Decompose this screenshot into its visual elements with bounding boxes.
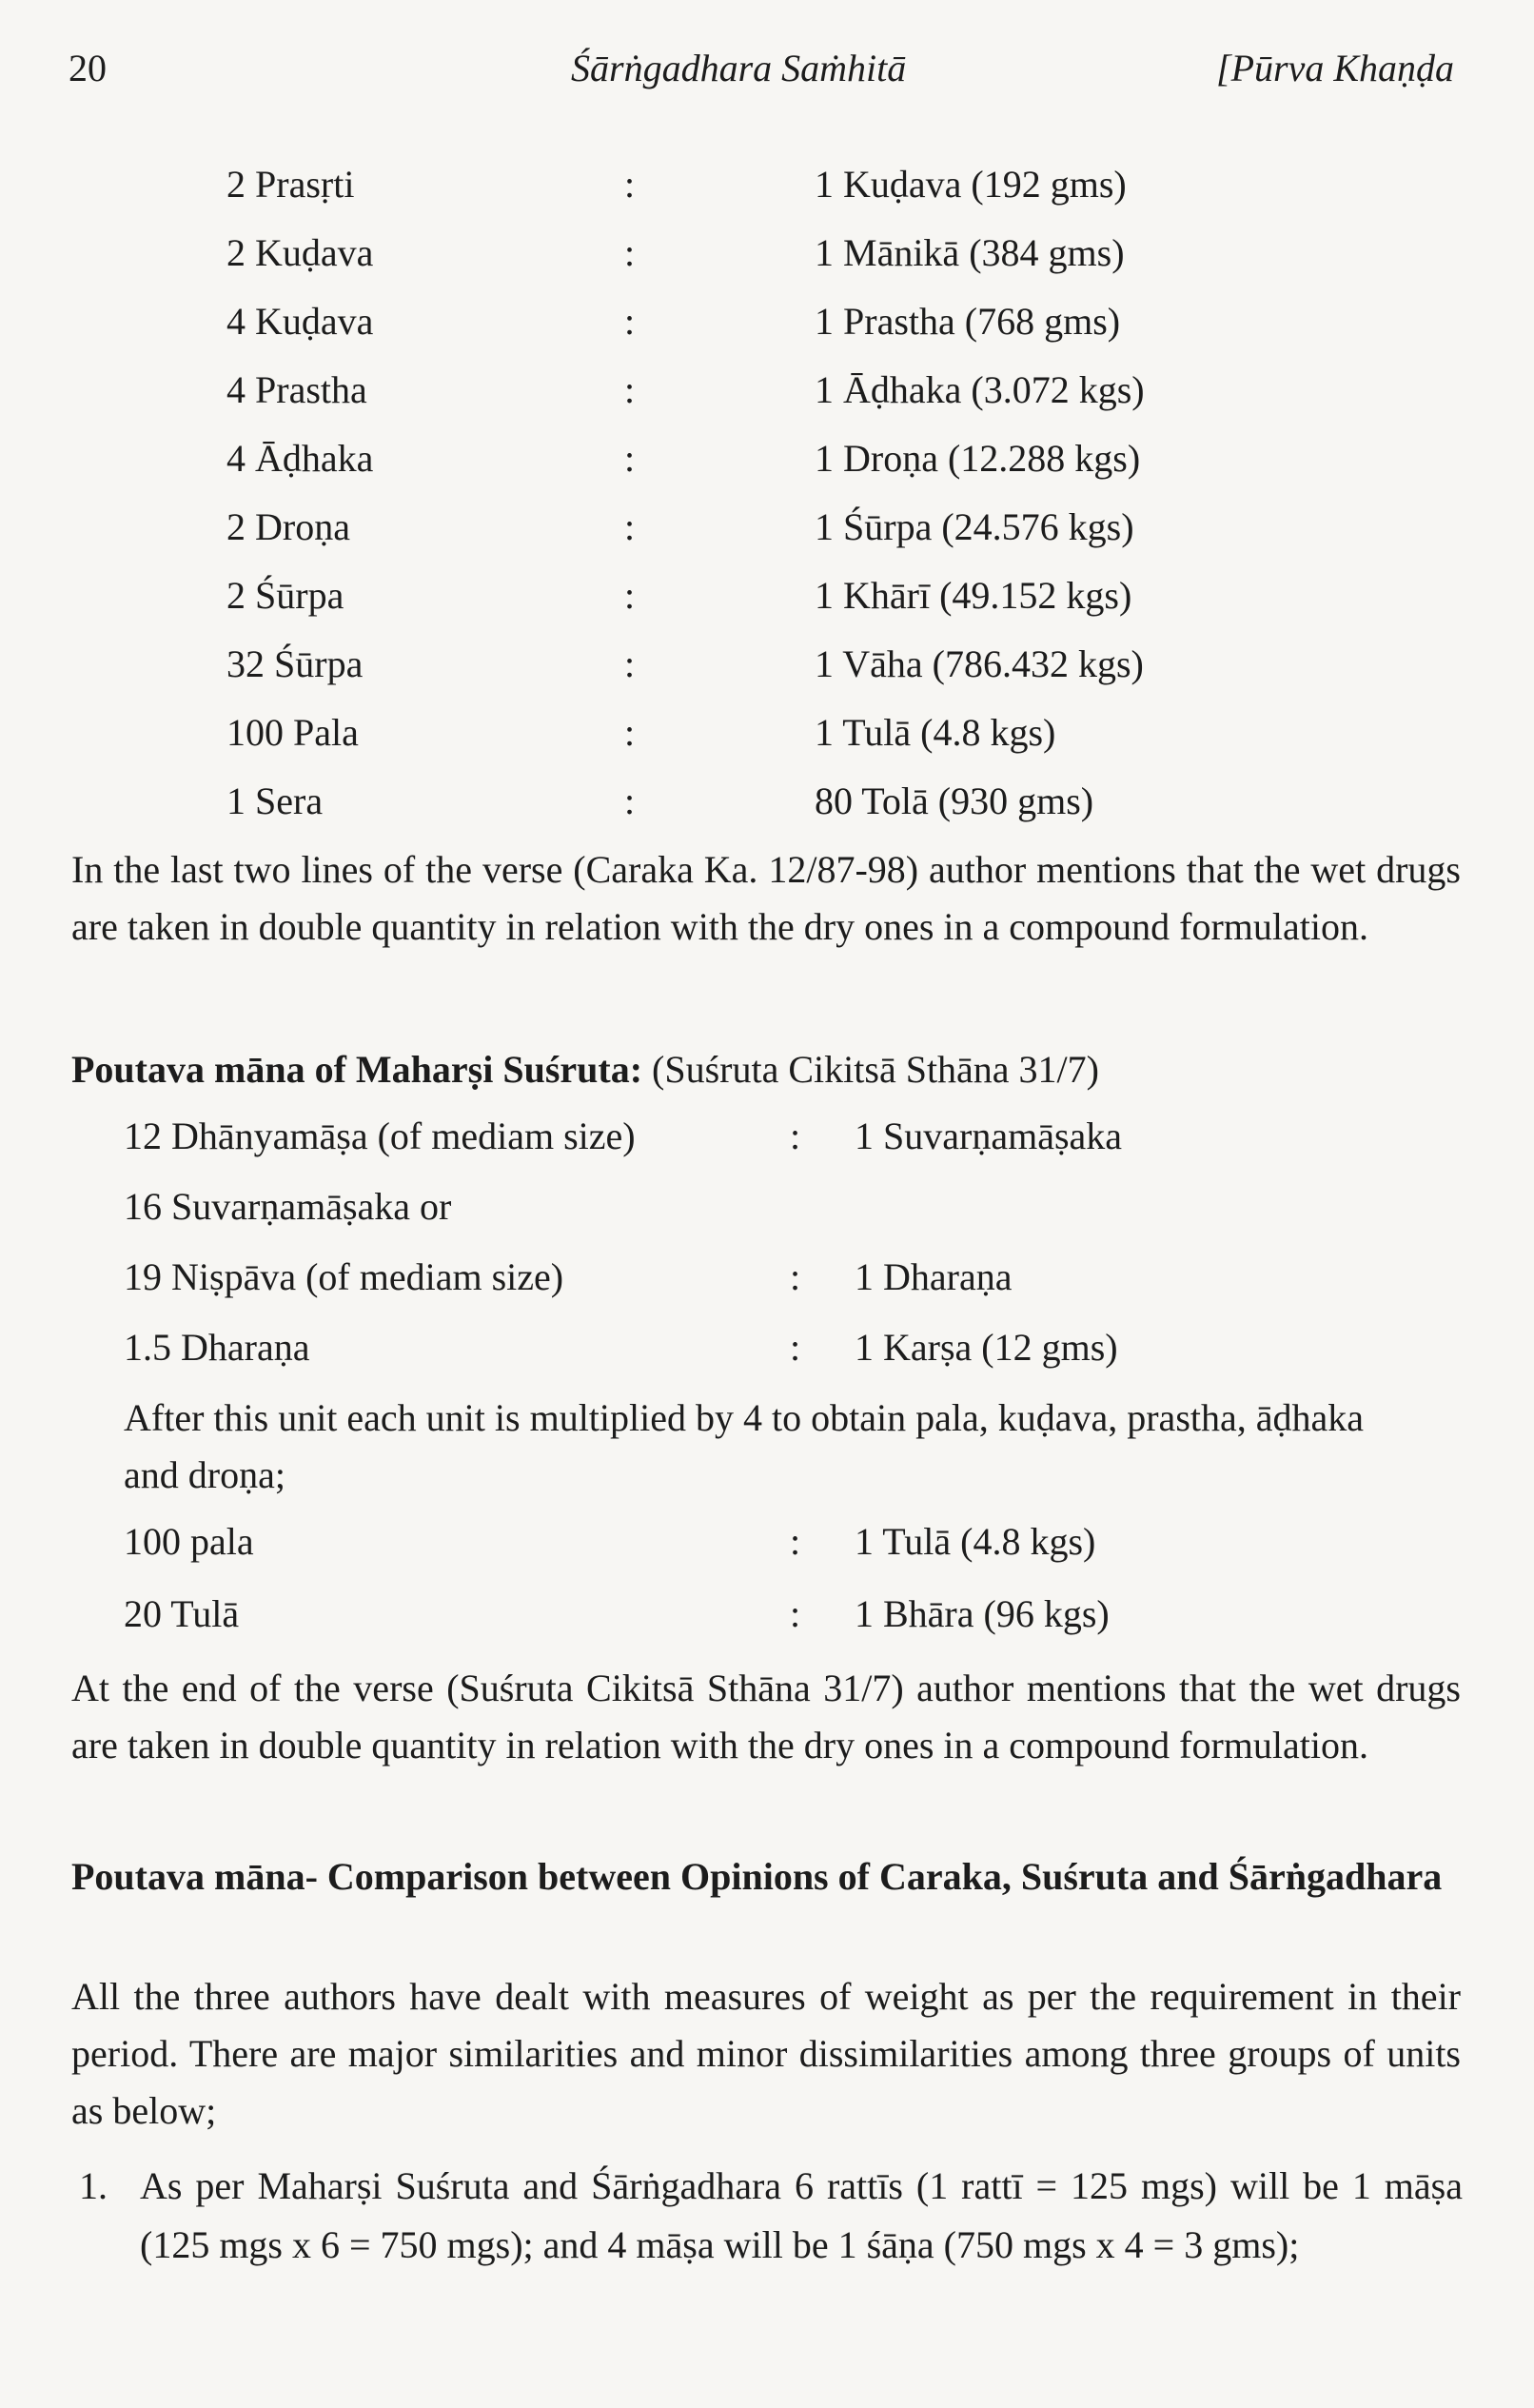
paragraph-comparison-intro: All the three authors have dealt with measures of weight as per the requirement in their period. There are major similarities and minor dissimilarities among three groups of units as below; bbox=[71, 1975, 1461, 2132]
section-heading-comparison: Poutava māna- Comparison between Opinions of Caraka, Suśruta and Śārṅgadhara bbox=[71, 1855, 1443, 1898]
paragraph-caraka-note: In the last two lines of the verse (Caraka Ka. 12/87-98) author mentions that the wet drugs are taken in double quantity in relation with the dry ones in a compound formulation. bbox=[71, 848, 1461, 948]
list-number: 1. bbox=[79, 2164, 108, 2207]
paragraph-susruta-note: At the end of the verse (Suśruta Cikitsā Sthāna 31/7) author mentions that the wet drugs are taken in double quantity in relation with the dry ones in a compound formulation. bbox=[71, 1667, 1461, 1767]
running-title: Śārṅgadhara Saṁhitā bbox=[571, 47, 907, 89]
section-heading-susruta: Poutava māna of Maharṣi Suśruta: (Suśruta Cikitsā Sthāna 31/7) bbox=[71, 1048, 1099, 1091]
book-page: 20 Śārṅgadhara Saṁhitā [Pūrva Khaṇḍa 2 Prasṛti : 1 Kuḍava (192 gms) 2 Kuḍava : 1 Mānikā (384 gms) 4 Kuḍava : 1 Prastha (768 gms) 4 Prastha : 1 Āḍhaka (3.072 kgs) 4 Āḍhaka : 1 Droṇa (12.288 kgs) 2 Droṇa : 1 Śūrpa (24.576 kgs) 2 Śūrpa : 1 Khārī (49.152 kgs) 32 Śūrpa : 1 Vāha (786.432 kgs) 100 Pala : 1 Tulā (4.8 kgs) 1 Sera : 80 Tolā (930 gms) In the last two lines of the verse (Caraka Ka. 12/87-98) author mentions that the wet drugs are taken in double quantity in relation with the dry ones in a compound formulation. Poutava māna of Maharṣi Suśruta: (Suśruta Cikitsā Sthāna 31/7) 12 Dhānyamāṣa (of mediam size) : 1 Suvarṇamāṣaka 16 Suvarṇamāṣaka or 19 Niṣpāva (of mediam size) : 1 Dharaṇa 1.5 Dharaṇa : 1 Karṣa (12 gms) After this unit each unit is multiplied by 4 to obtain pala, kuḍava, prastha, āḍhaka and droṇa; 100 pala : 1 Tulā (4.8 kgs) 20 Tulā : 1 Bhāra (96 kgs) At the end of the verse (Suśruta Cikitsā Sthāna 31/7) author mentions that the wet drugs are taken in double quantity in relation with the dry ones in a compound formulation. Poutava māna- Comparison between Opinions of Caraka, Suśruta and Śārṅgadhara All the three authors have dealt with measures of weight as per the requirement in their period. There are major similarities and minor dissimilarities among three groups of units as below; 1. As per Maharṣi Suśruta and Śārṅgadhara 6 rattīs (1 rattī = 125 mgs) will be 1 māṣa (125 mgs x 6 = 750 mgs); and 4 māṣa will be 1 śāṇa (750 mgs x 4 = 3 gms); bbox=[0, 0, 1534, 2408]
running-section: [Pūrva Khaṇḍa bbox=[1216, 47, 1454, 89]
page-number: 20 bbox=[69, 47, 107, 89]
paragraph-multiplier-note: After this unit each unit is multiplied by 4 to obtain pala, kuḍava, prastha, āḍhaka and droṇa; bbox=[124, 1396, 1365, 1496]
list-text: As per Maharṣi Suśruta and Śārṅgadhara 6 rattīs (1 rattī = 125 mgs) will be 1 māṣa (125 mgs x 6 = 750 mgs); and 4 māṣa will be 1 śāṇa (750 mgs x 4 = 3 gms); bbox=[140, 2164, 1463, 2266]
